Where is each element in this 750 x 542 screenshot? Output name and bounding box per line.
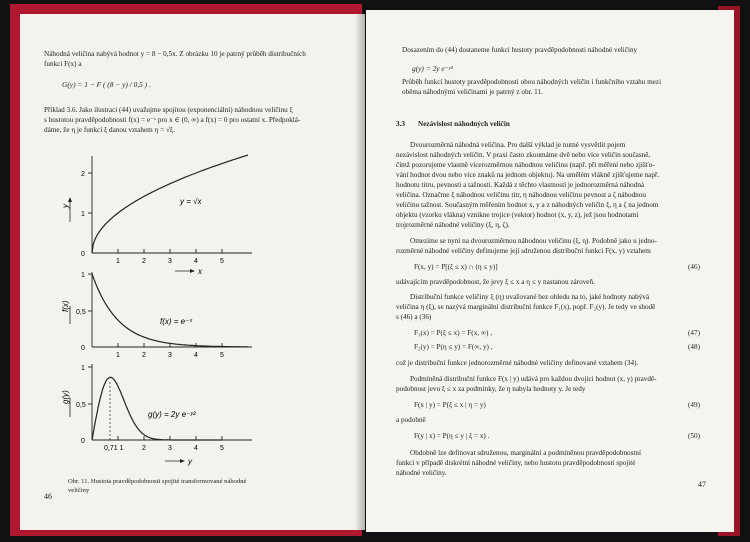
- equation-49: F(x | y) = P(ξ ≤ x | η = y): [414, 401, 486, 409]
- plot3-tick-05: 0,5: [76, 402, 86, 409]
- p1-line: veličinu tažnost. Současným měřením hodnot x, y a z náhodných veličin ξ, η a ζ na jednom: [396, 201, 659, 209]
- right-line-top: Dosazením do (44) dostaneme funkci hustoty pravděpodobnosti náhodné veličiny: [402, 46, 638, 54]
- plot3-xtick-2: 2: [142, 445, 146, 452]
- left-page-number: 46: [44, 492, 52, 501]
- plot3-tick-1: 1: [81, 365, 85, 372]
- p1-line: vání hodnot dvou nebo více znaků na jednom objektu). Na umělém vlákně zjišťujeme např.: [396, 171, 660, 179]
- plot2-xtick-3: 3: [168, 352, 172, 359]
- figure-caption-line-2: veličiny: [68, 487, 90, 494]
- plot-exp: [88, 272, 252, 347]
- example-line-1: Příklad 3.6. Jako ilustraci (44) uvažujme spojitou (exponenciální) náhodnou veličinu ξ: [44, 106, 293, 114]
- p2-line: Omezíme se nyní na dvourozměrnou náhodnou veličinu (ξ, η). Podobně jako u jedno-: [410, 237, 657, 245]
- g-curve: [92, 377, 222, 440]
- right-page-number: 47: [698, 480, 706, 489]
- plot1-x-label: x: [198, 267, 202, 276]
- equation-48: F₂(y) = P(η ≤ y) = F(∞, y) ,: [414, 343, 493, 351]
- section-title: Nezávislost náhodných veličin: [418, 120, 510, 128]
- p6-line: podobnost jevu ξ ≤ x za podmínky, že η nabyla hodnoty y. Je tedy: [396, 385, 586, 393]
- plot2-curve-label: f(x) = e⁻ˣ: [160, 317, 193, 326]
- p1-line: hodnotu titru, pevnosti a tažnosti. Každá z těchto vlastností je jednorozměrná náhodná: [396, 181, 645, 189]
- p1-line: veličina. Označme ξ náhodnou veličinu titr, η náhodnou veličinu pevnost a ζ náhodnou: [396, 191, 646, 199]
- plot3-x-label: y: [188, 457, 192, 466]
- equation-47: F₁(x) = P(ξ ≤ x) = F(x, ∞) ,: [414, 329, 492, 337]
- plot2-xtick-4: 4: [194, 352, 198, 359]
- plot2-xtick-1: 1: [116, 352, 120, 359]
- plot3-x-arrowhead: [180, 459, 185, 463]
- equation-g-y: g(y) = 2y e⁻ʸ²: [412, 64, 453, 73]
- exp-curve: [92, 274, 248, 347]
- equation-g: G(y) = 1 − F ( (8 − y) / 0,5 ) .: [62, 80, 151, 89]
- plot1-xtick-4: 4: [194, 258, 198, 265]
- p1-line: trojrozměrné náhodné veličiny (ξ, η, ζ).: [396, 221, 510, 229]
- intro-line-2: funkcí F(x) a: [44, 60, 82, 68]
- plot1-y-label: y: [61, 204, 70, 208]
- intro-line-1: Náhodná veličina nabývá hodnot y = 8 − 0,5x. Z obrázku 10 je patrný průběh distribučních: [44, 50, 306, 58]
- figure-caption-line-1: Obr. 11. Hustota pravděpodobnosti spojité transformované náhodné: [68, 478, 247, 485]
- equation-47-number: (47): [688, 329, 700, 337]
- plot2-tick-0: 0: [81, 345, 85, 352]
- equation-50: F(y | x) = P(η ≤ y | ξ = x) .: [414, 432, 490, 440]
- plot3-xtick-3: 3: [168, 445, 172, 452]
- right-line-after-eq-2: oběma náhodnými veličinami je patrný z obr. 11.: [402, 88, 543, 96]
- section-number: 3.3: [396, 120, 405, 128]
- plot3-xtick-5: 5: [220, 445, 224, 452]
- right-line-after-eq-1: Průběh funkcí hustoty pravděpodobnosti obou náhodných veličin i funkčního vztahu mezi: [402, 78, 662, 86]
- equation-48-number: (48): [688, 343, 700, 351]
- plot1-xtick-2: 2: [142, 258, 146, 265]
- p5-line: což je distribuční funkce jednorozměrné náhodné veličiny definované vztahem (34).: [396, 359, 639, 367]
- plot1-xtick-1: 1: [116, 258, 120, 265]
- sqrt-curve: [92, 155, 248, 253]
- equation-50-number: (50): [688, 432, 700, 440]
- plot3-curve-label: g(y) = 2y e⁻ʸ²: [148, 410, 196, 419]
- plot1-xtick-3: 3: [168, 258, 172, 265]
- figure-11: [20, 142, 365, 472]
- left-page: [20, 14, 365, 530]
- example-line-3: dáme, že η je funkcí ξ danou vztahem η = √ξ.: [44, 126, 175, 134]
- p7-line: a podobně: [396, 416, 426, 424]
- plot2-tick-05: 0,5: [76, 309, 86, 316]
- p1-line: objektu (vzorku vlákna) vznikne trojice (vektor) hodnot (x, y, z), jež jsou hodnotami: [396, 211, 639, 219]
- plot1-tick-1: 1: [81, 211, 85, 218]
- plot3-tick-0: 0: [81, 438, 85, 445]
- plot1-tick-0: 0: [81, 251, 85, 258]
- equation-49-number: (49): [688, 401, 700, 409]
- plot3-y-label: g(y): [61, 390, 70, 404]
- equation-46-number: (46): [688, 263, 700, 271]
- p4-line: s (46) a (36): [396, 313, 432, 321]
- plot1-curve-label: y = √x: [180, 197, 202, 206]
- p2-line: rozměrné náhodné veličiny definujeme její sdruženou distribuční funkci F(x, y) vztahem: [396, 247, 651, 255]
- right-page: [366, 10, 734, 532]
- equation-46: F(x, y) = P[(ξ ≤ x) ∩ (η ≤ y)]: [414, 263, 498, 271]
- plot2-tick-1: 1: [81, 272, 85, 279]
- plot-sqrt: [88, 155, 252, 253]
- example-line-2: s hustotou pravděpodobnosti f(x) = e⁻ˣ pro x ∈ (0, ∞) a f(x) = 0 pro ostatní x. Předpoklá-: [44, 116, 301, 124]
- plot2-xtick-2: 2: [142, 352, 146, 359]
- plot3-xtick-4: 4: [194, 445, 198, 452]
- p4-line: Distribuční funkce veličiny ξ (η) uvažované bez ohledu na to, jaké hodnoty nabývá: [410, 293, 650, 301]
- p6-line: Podmíněná distribuční funkce F(x | y) udává pro každou dvojici hodnot (x, y) pravdě-: [410, 375, 657, 383]
- p8-line: Obdobně lze definovat sdruženou, marginální a podmíněnou pravděpodobnostní: [410, 449, 642, 457]
- p1-line: čímž pozorujeme vlastně vícerozměrnou náhodnou veličinu (např. při měření nebo zjišťo-: [396, 161, 655, 169]
- plot1-tick-2: 2: [81, 171, 85, 178]
- plot1-y-arrowhead: [68, 197, 72, 202]
- p4-line: veličina η (ξ), se nazývá marginální distribuční funkce F₁(x), popř. F₂(y). Je tedy ve shodě: [396, 303, 656, 311]
- p3-line: udávajícím pravděpodobnost, že jevy ξ ≤ x a η ≤ y nastanou zároveň.: [396, 278, 595, 286]
- plot3-xtick-071-1: 0,71 1: [104, 445, 124, 452]
- plot1-x-arrowhead: [190, 269, 195, 273]
- p1-line: nezávislost náhodných veličin. V praxi často zkoumáme dvě nebo více veličin současně,: [396, 151, 651, 159]
- plot2-y-label: f(x): [61, 300, 70, 312]
- plot2-xtick-5: 5: [220, 352, 224, 359]
- plot1-xtick-5: 5: [220, 258, 224, 265]
- p8-line: náhodné veličiny.: [396, 469, 447, 477]
- p1-line: Dvourozměrná náhodná veličina. Pro další výklad je nutné vysvětlit pojem: [410, 141, 626, 149]
- plot-g: [88, 364, 252, 440]
- p8-line: funkci v případě diskrétní náhodné veličiny, nebo hustotu pravděpodobnosti spojité: [396, 459, 636, 467]
